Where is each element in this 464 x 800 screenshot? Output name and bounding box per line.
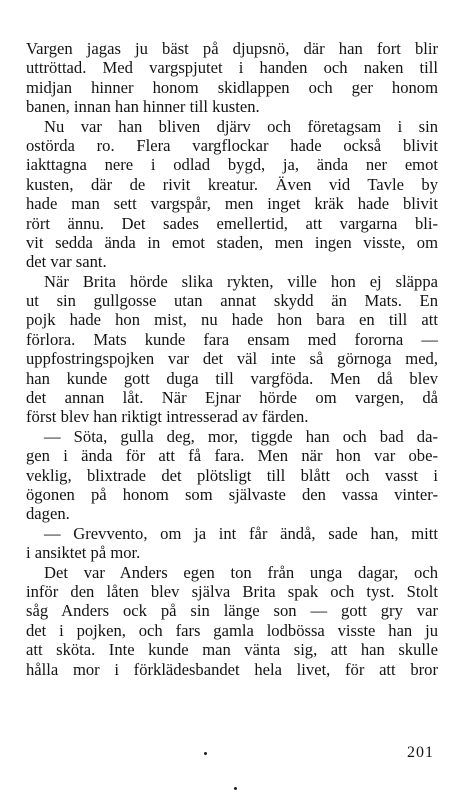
- text-line: veklig, blixtrade det plötsligt till blått och vasst i: [26, 465, 438, 485]
- text-line: Vargen jagas ju bäst på djupsnö, där han fort blir: [26, 39, 438, 58]
- text-line: i ansiktet på mor.: [26, 543, 141, 563]
- text-line: ut sin gullgosse utan annat skydd än Mats. En: [26, 291, 438, 311]
- print-speck: [234, 787, 237, 790]
- text-line: hade man sett vargspår, men inget kräk hade blivit: [26, 194, 438, 214]
- text-line: När Brita hörde slika rykten, ville hon ej släppa: [44, 271, 438, 291]
- text-line: vit sedda ända in emot staden, men ingen visste, om: [26, 232, 438, 252]
- text-line: — Söta, gulla deg, mor, tiggde han och bad da-: [44, 426, 438, 446]
- text-line: kusten, där de rivit kreatur. Även vid Tavle by: [26, 174, 438, 194]
- text-line: inför den låten blev själva Brita spak och tyst. Stolt: [26, 581, 438, 601]
- text-line: ögonen på honom som självaste den vassa vinter-: [26, 484, 438, 504]
- text-line: hålla mor i förklädesbandet hela livet, för att bror: [26, 659, 438, 679]
- text-line: det var sant.: [26, 252, 107, 272]
- text-line: dagen.: [26, 504, 70, 524]
- text-line: att sköta. Inte kunde man vänta sig, att han skulle: [26, 640, 438, 660]
- text-line: uppfostringspojken var det väl inte så görnoga med,: [26, 349, 438, 369]
- text-line: — Grevvento, om ja int får ändå, sade han, mitt: [44, 523, 438, 543]
- text-line: förlora. Mats kunde fara ensam med fororna —: [26, 329, 438, 349]
- text-line: det annan låt. När Ejnar hörde om vargen, då: [26, 388, 438, 408]
- text-line: midjan hinner honom skidlappen och ger honom: [26, 77, 438, 97]
- text-line: såg Anders ock på sin länge son — gott gry var: [26, 601, 438, 621]
- text-line: först blev han riktigt intresserad av färden.: [26, 407, 309, 427]
- text-line: Nu var han bliven djärv och företagsam i sin: [44, 116, 438, 136]
- text-line: Det var Anders egen ton från unga dagar, och: [44, 562, 438, 582]
- text-line: iakttagna nere i odlad bygd, ja, ända ner emot: [26, 155, 438, 175]
- text-line: pojk hade hon mist, nu hade hon bara en till att: [26, 310, 438, 330]
- print-speck: [204, 752, 207, 755]
- text-line: gen i ända för att få fara. Men när hon var obe-: [26, 446, 438, 466]
- text-line: uttröttad. Med vargspjutet i handen och naken till: [26, 58, 438, 78]
- text-line: han kunde gott duga till vargföda. Men då blev: [26, 368, 438, 388]
- text-line: banen, innan han hinner till kusten.: [26, 97, 260, 117]
- text-line: det i pojken, och fars gamla lodbössa visste han ju: [26, 620, 438, 640]
- text-line: rört ännu. Det sades emellertid, att vargarna bli-: [26, 213, 438, 233]
- text-line: ostörda ro. Flera vargflockar hade också blivit: [26, 135, 438, 155]
- body-text: [26, 39, 438, 679]
- page-number: 201: [407, 744, 434, 761]
